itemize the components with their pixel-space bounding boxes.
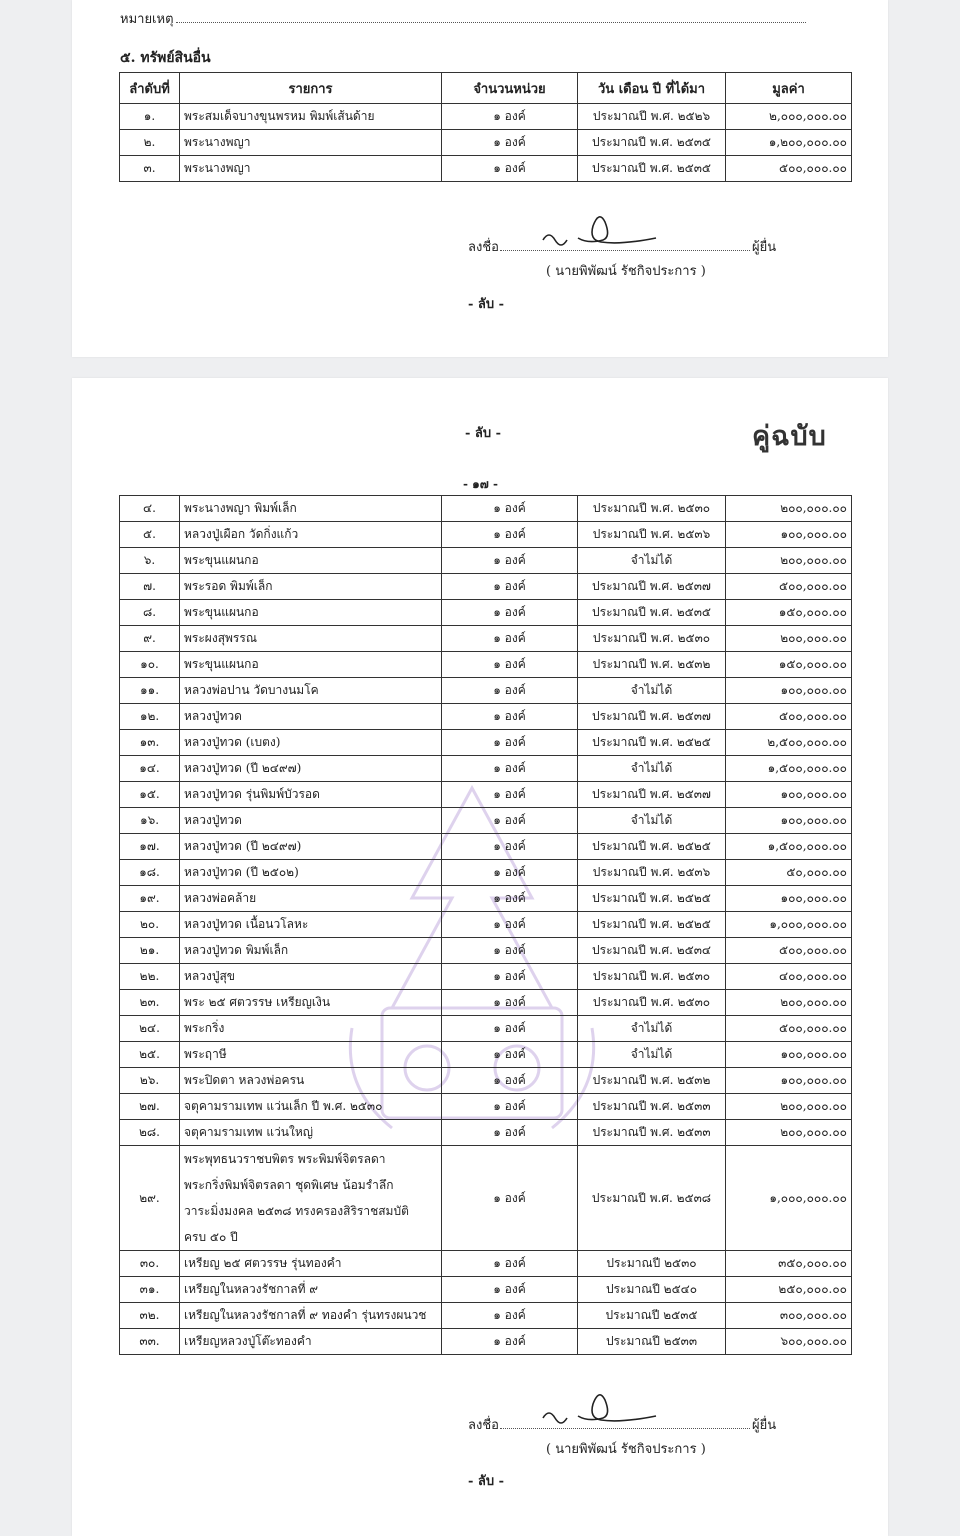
row-quantity: ๑ องค์ xyxy=(442,964,578,990)
row-quantity: ๑ องค์ xyxy=(442,522,578,548)
row-quantity: ๑ องค์ xyxy=(442,834,578,860)
row-number: ๑๙. xyxy=(120,886,180,912)
row-number: ๑๑. xyxy=(120,678,180,704)
row-date-acquired: จำไม่ได้ xyxy=(578,678,726,704)
row-number: ๒๒. xyxy=(120,964,180,990)
row-value: ๕๐๐,๐๐๐.๐๐ xyxy=(726,574,852,600)
row-value: ๑๕๐,๐๐๐.๐๐ xyxy=(726,600,852,626)
row-item: พระสมเด็จบางขุนพรหม พิมพ์เส้นด้าย xyxy=(180,104,442,130)
row-number: ๓๓. xyxy=(120,1329,180,1355)
table-row xyxy=(120,782,852,808)
row-item: พระฤาษี xyxy=(180,1042,442,1068)
table-row xyxy=(120,548,852,574)
row-number: ๑๔. xyxy=(120,756,180,782)
row-item: หลวงพ่อคล้าย xyxy=(180,886,442,912)
row-item: หลวงปู่ทวด (ปี ๒๔๙๗) xyxy=(180,756,442,782)
row-value: ๒๐๐,๐๐๐.๐๐ xyxy=(726,626,852,652)
sign-label: ลงชื่อ xyxy=(468,240,499,255)
row-item: พระผงสุพรรณ xyxy=(180,626,442,652)
row-item: พระ ๒๕ ศตวรรษ เหรียญเงิน xyxy=(180,990,442,1016)
row-value: ๒๐๐,๐๐๐.๐๐ xyxy=(726,990,852,1016)
row-item: จตุคามรามเทพ แว่นใหญ่ xyxy=(180,1120,442,1146)
row-number: ๑. xyxy=(120,104,180,130)
row-value: ๑,๐๐๐,๐๐๐.๐๐ xyxy=(726,912,852,938)
row-date-acquired: ประมาณปี พ.ศ. ๒๕๒๕ xyxy=(578,730,726,756)
table-row xyxy=(120,574,852,600)
row-number: ๑๖. xyxy=(120,808,180,834)
row-date-acquired: ประมาณปี พ.ศ. ๒๕๒๖ xyxy=(578,104,726,130)
row-value: ๑๐๐,๐๐๐.๐๐ xyxy=(726,1042,852,1068)
row-value: ๑๐๐,๐๐๐.๐๐ xyxy=(726,678,852,704)
row-date-acquired: ประมาณปี พ.ศ. ๒๕๓๖ xyxy=(578,860,726,886)
table-row xyxy=(120,1016,852,1042)
remark-dotted-line xyxy=(176,12,806,23)
signer-name: ( นายพิพัฒน์ รัชกิจประการ ) xyxy=(546,1442,706,1457)
row-number: ๒๑. xyxy=(120,938,180,964)
row-item: เหรียญในหลวงรัชกาลที่ ๙ xyxy=(180,1277,442,1303)
table-row xyxy=(120,938,852,964)
row-quantity: ๑ องค์ xyxy=(442,1120,578,1146)
signature-image xyxy=(538,1390,738,1430)
header-date: วัน เดือน ปี ที่ได้มา xyxy=(578,73,726,104)
row-date-acquired: ประมาณปี พ.ศ. ๒๕๓๕ xyxy=(578,130,726,156)
row-number: ๒๕. xyxy=(120,1042,180,1068)
table-header-row xyxy=(120,73,852,104)
row-quantity: ๑ องค์ xyxy=(442,652,578,678)
table-row xyxy=(120,990,852,1016)
row-value: ๒๐๐,๐๐๐.๐๐ xyxy=(726,496,852,522)
row-item: หลวงปู่ทวด พิมพ์เล็ก xyxy=(180,938,442,964)
table-row xyxy=(120,1120,852,1146)
row-item-line: พระกริ่งพิมพ์จิตรลดา ชุดพิเศษ น้อมรำลึก xyxy=(184,1178,394,1192)
table-row xyxy=(120,1303,852,1329)
row-date-acquired: ประมาณปี ๒๕๔๐ xyxy=(578,1277,726,1303)
row-date-acquired: ประมาณปี พ.ศ. ๒๕๓๗ xyxy=(578,782,726,808)
row-number: ๑๒. xyxy=(120,704,180,730)
row-date-acquired: จำไม่ได้ xyxy=(578,1016,726,1042)
row-value: ๒๕๐,๐๐๐.๐๐ xyxy=(726,1277,852,1303)
row-item: พระปิดตา หลวงพ่อครน xyxy=(180,1068,442,1094)
row-quantity: ๑ องค์ xyxy=(442,130,578,156)
table-row xyxy=(120,600,852,626)
row-date-acquired: ประมาณปี พ.ศ. ๒๕๒๕ xyxy=(578,886,726,912)
table-row xyxy=(120,1068,852,1094)
row-value: ๑,๒๐๐,๐๐๐.๐๐ xyxy=(726,130,852,156)
row-number: ๒๔. xyxy=(120,1016,180,1042)
row-date-acquired: ประมาณปี ๒๕๓๕ xyxy=(578,1303,726,1329)
row-quantity: ๑ องค์ xyxy=(442,1068,578,1094)
row-quantity: ๑ องค์ xyxy=(442,600,578,626)
table-row xyxy=(120,130,852,156)
row-date-acquired: ประมาณปี พ.ศ. ๒๕๒๕ xyxy=(578,834,726,860)
page-number: - ๑๗ - xyxy=(463,477,498,491)
row-item: หลวงปู่ทวด รุ่นพิมพ์บัวรอด xyxy=(180,782,442,808)
row-quantity: ๑ องค์ xyxy=(442,704,578,730)
row-item: เหรียญหลวงปู่โต๊ะทองคำ xyxy=(180,1329,442,1355)
row-value: ๒๐๐,๐๐๐.๐๐ xyxy=(726,1094,852,1120)
row-quantity: ๑ องค์ xyxy=(442,574,578,600)
secret-classification-top: - ลับ - xyxy=(465,426,502,441)
table-row xyxy=(120,964,852,990)
row-date-acquired: ประมาณปี พ.ศ. ๒๕๒๕ xyxy=(578,912,726,938)
row-date-acquired: ประมาณปี ๒๕๓๓ xyxy=(578,1329,726,1355)
table-row xyxy=(120,1251,852,1277)
row-value: ๓๐๐,๐๐๐.๐๐ xyxy=(726,1303,852,1329)
row-number: ๗. xyxy=(120,574,180,600)
row-date-acquired: ประมาณปี พ.ศ. ๒๕๓๐ xyxy=(578,496,726,522)
row-number: ๑๓. xyxy=(120,730,180,756)
table-row xyxy=(120,156,852,182)
row-value: ๒,๐๐๐,๐๐๐.๐๐ xyxy=(726,104,852,130)
row-item xyxy=(180,1146,442,1251)
row-quantity: ๑ องค์ xyxy=(442,912,578,938)
row-number: ๓๐. xyxy=(120,1251,180,1277)
header-value: มูลค่า xyxy=(726,73,852,104)
row-item-line: ครบ ๕๐ ปี xyxy=(184,1230,238,1244)
table-row xyxy=(120,522,852,548)
row-value: ๑๐๐,๐๐๐.๐๐ xyxy=(726,886,852,912)
row-quantity: ๑ องค์ xyxy=(442,938,578,964)
row-value: ๔๐๐,๐๐๐.๐๐ xyxy=(726,964,852,990)
table-row xyxy=(120,1146,852,1251)
row-date-acquired: จำไม่ได้ xyxy=(578,548,726,574)
row-item: เหรียญ ๒๕ ศตวรรษ รุ่นทองคำ xyxy=(180,1251,442,1277)
row-item: หลวงปู่ทวด xyxy=(180,704,442,730)
row-date-acquired: ประมาณปี พ.ศ. ๒๕๓๐ xyxy=(578,626,726,652)
row-quantity: ๑ องค์ xyxy=(442,626,578,652)
row-number: ๓๒. xyxy=(120,1303,180,1329)
filer-label: ผู้ยื่น xyxy=(752,1418,777,1433)
row-number: ๘. xyxy=(120,600,180,626)
row-value: ๑๐๐,๐๐๐.๐๐ xyxy=(726,522,852,548)
table-row xyxy=(120,1329,852,1355)
table-row xyxy=(120,1042,852,1068)
row-item: พระขุนแผนกอ xyxy=(180,652,442,678)
row-quantity: ๑ องค์ xyxy=(442,1146,578,1251)
row-item: หลวงปู่สุข xyxy=(180,964,442,990)
row-quantity: ๑ องค์ xyxy=(442,1251,578,1277)
table-row xyxy=(120,834,852,860)
signature-block xyxy=(468,218,808,258)
row-number: ๒๗. xyxy=(120,1094,180,1120)
signature-block-2 xyxy=(468,1396,808,1436)
row-quantity: ๑ องค์ xyxy=(442,808,578,834)
row-quantity: ๑ องค์ xyxy=(442,1277,578,1303)
row-date-acquired: ประมาณปี พ.ศ. ๒๕๓๓ xyxy=(578,1094,726,1120)
row-value: ๑๐๐,๐๐๐.๐๐ xyxy=(726,782,852,808)
row-item: หลวงพ่อปาน วัดบางนมโค xyxy=(180,678,442,704)
signer-name: ( นายพิพัฒน์ รัชกิจประการ ) xyxy=(546,264,706,279)
row-item: พระกริ่ง xyxy=(180,1016,442,1042)
copy-stamp: คู่ฉบับ xyxy=(752,421,827,452)
row-value: ๓๕๐,๐๐๐.๐๐ xyxy=(726,1251,852,1277)
row-quantity: ๑ องค์ xyxy=(442,1042,578,1068)
document-page-2 xyxy=(72,378,888,1536)
secret-classification: - ลับ - xyxy=(468,297,505,312)
row-quantity: ๑ องค์ xyxy=(442,496,578,522)
row-quantity: ๑ องค์ xyxy=(442,156,578,182)
row-quantity: ๑ องค์ xyxy=(442,1303,578,1329)
row-value: ๒๐๐,๐๐๐.๐๐ xyxy=(726,548,852,574)
row-number: ๒๘. xyxy=(120,1120,180,1146)
filer-label: ผู้ยื่น xyxy=(752,240,777,255)
row-date-acquired: ประมาณปี พ.ศ. ๒๕๓๔ xyxy=(578,938,726,964)
remark-line xyxy=(120,8,806,29)
table-row xyxy=(120,1277,852,1303)
row-item: หลวงปู่ทวด เนื้อนวโลหะ xyxy=(180,912,442,938)
row-quantity: ๑ องค์ xyxy=(442,730,578,756)
row-value: ๖๐๐,๐๐๐.๐๐ xyxy=(726,1329,852,1355)
header-no: ลำดับที่ xyxy=(120,73,180,104)
row-value: ๕๐,๐๐๐.๐๐ xyxy=(726,860,852,886)
remark-label: หมายเหตุ xyxy=(120,12,174,27)
row-date-acquired: ประมาณปี พ.ศ. ๒๕๓๓ xyxy=(578,1120,726,1146)
table-row xyxy=(120,496,852,522)
row-item: พระนางพญา xyxy=(180,156,442,182)
row-item: หลวงปู่ทวด (ปี ๒๕๐๒) xyxy=(180,860,442,886)
table-row xyxy=(120,912,852,938)
row-item: พระนางพญา พิมพ์เล็ก xyxy=(180,496,442,522)
row-quantity: ๑ องค์ xyxy=(442,678,578,704)
row-item: พระรอด พิมพ์เล็ก xyxy=(180,574,442,600)
row-number: ๒๓. xyxy=(120,990,180,1016)
row-date-acquired: ประมาณปี พ.ศ. ๒๕๓๒ xyxy=(578,1068,726,1094)
row-date-acquired: ประมาณปี ๒๕๓๐ xyxy=(578,1251,726,1277)
row-number: ๑๐. xyxy=(120,652,180,678)
row-date-acquired: ประมาณปี พ.ศ. ๒๕๓๖ xyxy=(578,522,726,548)
table-row xyxy=(120,704,852,730)
row-date-acquired: จำไม่ได้ xyxy=(578,808,726,834)
row-value: ๕๐๐,๐๐๐.๐๐ xyxy=(726,156,852,182)
row-quantity: ๑ องค์ xyxy=(442,1094,578,1120)
row-date-acquired: จำไม่ได้ xyxy=(578,1042,726,1068)
row-item: จตุคามรามเทพ แว่นเล็ก ปี พ.ศ. ๒๕๓๐ xyxy=(180,1094,442,1120)
row-date-acquired: จำไม่ได้ xyxy=(578,756,726,782)
row-value: ๕๐๐,๐๐๐.๐๐ xyxy=(726,704,852,730)
row-item: หลวงปู่ทวด (เบตง) xyxy=(180,730,442,756)
row-quantity: ๑ องค์ xyxy=(442,1329,578,1355)
row-item-line: พระพุทธนวราชบพิตร พระพิมพ์จิตรลดา xyxy=(184,1152,386,1166)
row-number: ๖. xyxy=(120,548,180,574)
row-number: ๒๖. xyxy=(120,1068,180,1094)
row-date-acquired: ประมาณปี พ.ศ. ๒๕๓๘ xyxy=(578,1146,726,1251)
table-row xyxy=(120,730,852,756)
row-quantity: ๑ องค์ xyxy=(442,104,578,130)
row-quantity: ๑ องค์ xyxy=(442,1016,578,1042)
row-item: พระนางพญา xyxy=(180,130,442,156)
row-item: พระขุนแผนกอ xyxy=(180,548,442,574)
row-number: ๕. xyxy=(120,522,180,548)
table-row xyxy=(120,104,852,130)
header-item: รายการ xyxy=(180,73,442,104)
row-value: ๑,๕๐๐,๐๐๐.๐๐ xyxy=(726,834,852,860)
row-item: พระขุนแผนกอ xyxy=(180,600,442,626)
table-row xyxy=(120,860,852,886)
row-number: ๑๕. xyxy=(120,782,180,808)
row-number: ๑๘. xyxy=(120,860,180,886)
row-item: หลวงปู่ทวด (ปี ๒๔๙๗) xyxy=(180,834,442,860)
row-number: ๒. xyxy=(120,130,180,156)
row-number: ๒๙. xyxy=(120,1146,180,1251)
row-item-line: วาระมิ่งมงคล ๒๕๓๘ ทรงครองสิริราชสมบัติ xyxy=(184,1204,409,1218)
section-title: ๕. ทรัพย์สินอื่น xyxy=(120,50,211,66)
row-date-acquired: ประมาณปี พ.ศ. ๒๕๓๒ xyxy=(578,652,726,678)
row-value: ๒,๕๐๐,๐๐๐.๐๐ xyxy=(726,730,852,756)
row-value: ๑๐๐,๐๐๐.๐๐ xyxy=(726,808,852,834)
row-item: เหรียญในหลวงรัชกาลที่ ๙ ทองคำ รุ่นทรงผนวช xyxy=(180,1303,442,1329)
row-date-acquired: ประมาณปี พ.ศ. ๒๕๓๗ xyxy=(578,574,726,600)
row-number: ๑๗. xyxy=(120,834,180,860)
row-value: ๒๐๐,๐๐๐.๐๐ xyxy=(726,1120,852,1146)
row-date-acquired: ประมาณปี พ.ศ. ๒๕๓๐ xyxy=(578,964,726,990)
row-date-acquired: ประมาณปี พ.ศ. ๒๕๓๕ xyxy=(578,156,726,182)
row-value: ๑,๐๐๐,๐๐๐.๐๐ xyxy=(726,1146,852,1251)
row-value: ๑๕๐,๐๐๐.๐๐ xyxy=(726,652,852,678)
row-number: ๓. xyxy=(120,156,180,182)
sign-label: ลงชื่อ xyxy=(468,1418,499,1433)
row-number: ๓๑. xyxy=(120,1277,180,1303)
row-value: ๑๐๐,๐๐๐.๐๐ xyxy=(726,1068,852,1094)
document-page-1 xyxy=(72,0,888,357)
header-qty: จำนวนหน่วย xyxy=(442,73,578,104)
table-row xyxy=(120,1094,852,1120)
row-item: หลวงปู่ทวด xyxy=(180,808,442,834)
table-row xyxy=(120,756,852,782)
table-row xyxy=(120,652,852,678)
row-value: ๕๐๐,๐๐๐.๐๐ xyxy=(726,1016,852,1042)
signature-image xyxy=(538,212,738,252)
row-value: ๕๐๐,๐๐๐.๐๐ xyxy=(726,938,852,964)
row-number: ๒๐. xyxy=(120,912,180,938)
row-date-acquired: ประมาณปี พ.ศ. ๒๕๓๗ xyxy=(578,704,726,730)
secret-classification-bottom: - ลับ - xyxy=(468,1474,505,1489)
row-quantity: ๑ องค์ xyxy=(442,860,578,886)
table-row xyxy=(120,626,852,652)
row-item: หลวงปู่เผือก วัดกิ่งแก้ว xyxy=(180,522,442,548)
table-row xyxy=(120,808,852,834)
row-quantity: ๑ องค์ xyxy=(442,548,578,574)
row-number: ๔. xyxy=(120,496,180,522)
row-quantity: ๑ องค์ xyxy=(442,990,578,1016)
row-quantity: ๑ องค์ xyxy=(442,756,578,782)
table-row xyxy=(120,886,852,912)
row-date-acquired: ประมาณปี พ.ศ. ๒๕๓๕ xyxy=(578,600,726,626)
row-quantity: ๑ องค์ xyxy=(442,886,578,912)
assets-table-page-1 xyxy=(119,72,852,182)
row-date-acquired: ประมาณปี พ.ศ. ๒๕๓๐ xyxy=(578,990,726,1016)
table-row xyxy=(120,678,852,704)
assets-table-page-2 xyxy=(119,495,852,1355)
row-quantity: ๑ องค์ xyxy=(442,782,578,808)
row-number: ๙. xyxy=(120,626,180,652)
row-value: ๑,๕๐๐,๐๐๐.๐๐ xyxy=(726,756,852,782)
